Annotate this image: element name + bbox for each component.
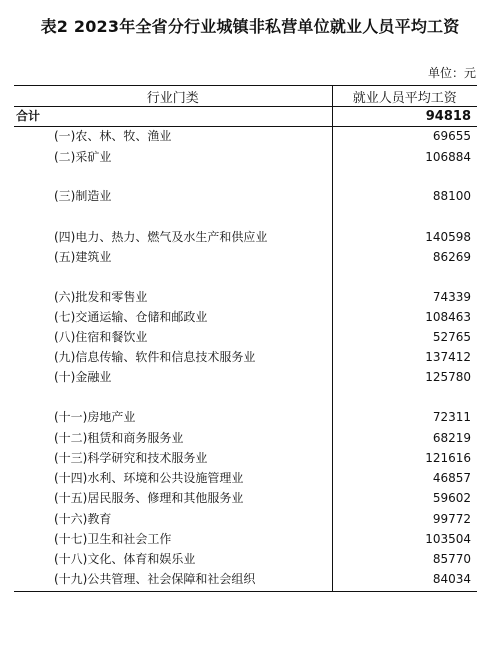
industry-name: (十七)卫生和社会工作 [14, 530, 332, 550]
wage-value: 59602 [432, 490, 471, 505]
wage-value: 88100 [432, 188, 471, 203]
wage-value: 72311 [432, 409, 471, 424]
industry-name: (十五)居民服务、修理和其他服务业 [14, 489, 332, 510]
table-row [14, 348, 477, 368]
table-row [14, 530, 477, 550]
wage-value: 106884 [425, 149, 471, 164]
industry-name: (三)制造业 [14, 187, 332, 228]
table-row [14, 570, 477, 592]
table-row [14, 308, 477, 328]
table-row [14, 127, 477, 148]
unit-label: 单位：元 [427, 66, 476, 80]
wage-value: 86269 [432, 249, 471, 264]
wage-value: 103504 [425, 531, 471, 546]
table-row [14, 248, 477, 288]
wage-value: 84034 [332, 570, 477, 592]
table-row [14, 408, 477, 429]
table-row [14, 228, 477, 248]
table-row [14, 148, 477, 187]
wage-value: 74339 [432, 289, 471, 304]
wage-value: 137412 [425, 349, 471, 364]
table-row [14, 510, 477, 530]
industry-name: (十六)教育 [14, 510, 332, 530]
table-row [14, 429, 477, 449]
wage-value: 52765 [432, 329, 471, 344]
industry-name: (十二)租赁和商务服务业 [14, 429, 332, 449]
industry-name: (十九)公共管理、社会保障和社会组织 [14, 570, 332, 592]
wage-value: 140598 [425, 229, 471, 244]
table-row [14, 328, 477, 348]
wage-value: 85770 [432, 551, 471, 566]
table-row [14, 449, 477, 469]
total-label: 合计 [14, 107, 332, 127]
wage-value: 99772 [432, 511, 471, 526]
wage-table [14, 85, 477, 592]
industry-name: (四)电力、热力、燃气及水生产和供应业 [14, 228, 332, 248]
industry-name: (十三)科学研究和技术服务业 [14, 449, 332, 469]
table-row [14, 288, 477, 308]
wage-value: 125780 [425, 369, 471, 384]
wage-value: 69655 [432, 129, 471, 143]
industry-name: (五)建筑业 [14, 248, 332, 288]
total-value: 94818 [332, 107, 477, 127]
industry-name: (二)采矿业 [14, 148, 332, 187]
table-row [14, 187, 477, 228]
wage-value: 108463 [425, 309, 471, 324]
header-row [14, 86, 477, 107]
industry-name: (十一)房地产业 [14, 408, 332, 429]
wage-value: 46857 [432, 470, 471, 485]
header-wage: 就业人员平均工资 [332, 86, 477, 107]
header-industry: 行业门类 [14, 86, 332, 107]
industry-name: (九)信息传输、软件和信息技术服务业 [14, 348, 332, 368]
industry-name: (十四)水利、环境和公共设施管理业 [14, 469, 332, 489]
table-row [14, 368, 477, 408]
industry-name: (十八)文化、体育和娱乐业 [14, 550, 332, 570]
table-row [14, 469, 477, 489]
industry-name: (十)金融业 [14, 368, 332, 408]
total-row [14, 107, 477, 127]
industry-name: (六)批发和零售业 [14, 288, 332, 308]
industry-name: (七)交通运输、仓储和邮政业 [14, 308, 332, 328]
table-row [14, 550, 477, 570]
table-title: 表2 2023年全省分行业城镇非私营单位就业人员平均工资 [40, 17, 460, 36]
industry-name: (一)农、林、牧、渔业 [14, 127, 332, 148]
table-row [14, 489, 477, 510]
wage-value: 121616 [425, 450, 471, 465]
wage-value: 68219 [432, 430, 471, 445]
industry-name: (八)住宿和餐饮业 [14, 328, 332, 348]
